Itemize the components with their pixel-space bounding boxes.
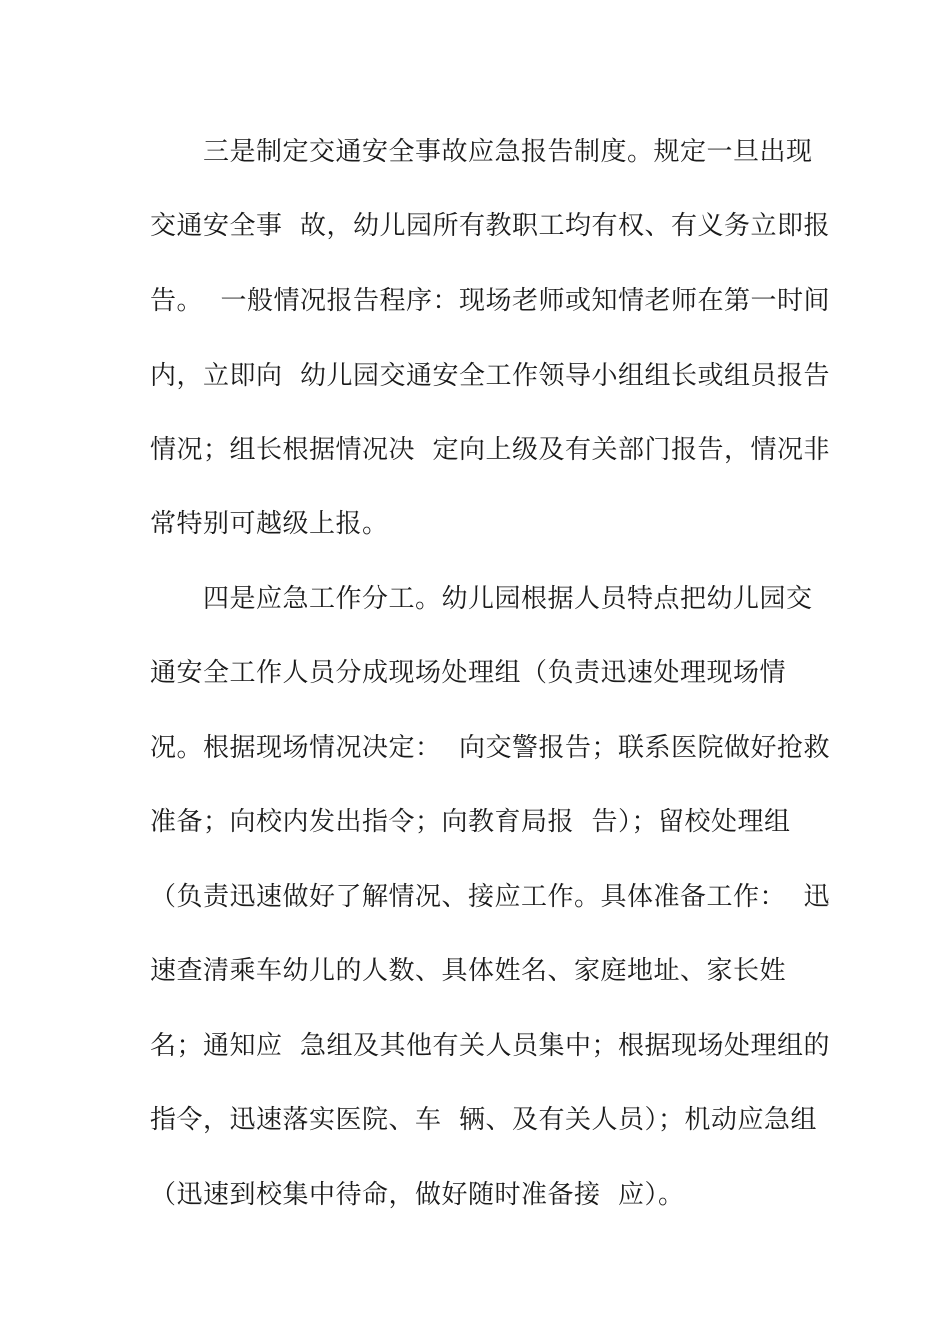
text-line: 指令，迅速落实医院、车 辆、及有关人员）；机动应急组 [150,1105,818,1135]
text-line: （迅速到校集中待命，做好随时准备接 应）。 [150,1180,685,1210]
text-line: （负责迅速做好了解情况、接应工作。具体准备工作： 迅 [150,882,831,912]
text-line: 交通安全事 故，幼儿园所有教职工均有权、有义务立即报 [150,211,831,241]
text-line: 准备；向校内发出指令；向教育局报 告）；留校处理组 [150,807,791,837]
text-line: 三是制定交通安全事故应急报告制度。规定一旦出现 [203,137,813,167]
text-line: 名；通知应 急组及其他有关人员集中；根据现场处理组的 [150,1031,831,1061]
text-line: 情况；组长根据情况决 定向上级及有关部门报告，情况非 [150,435,831,465]
text-line: 通安全工作人员分成现场处理组（负责迅速处理现场情 [150,658,787,688]
text-line: 告。 一般情况报告程序：现场老师或知情老师在第一时间 [150,286,831,316]
text-line: 速查清乘车幼儿的人数、具体姓名、家庭地址、家长姓 [150,956,787,986]
text-line: 况。根据现场情况决定： 向交警报告；联系医院做好抢救 [150,733,831,763]
text-line: 内，立即向 幼儿园交通安全工作领导小组组长或组员报告 [150,361,831,391]
text-line: 常特别可越级上报。 [150,509,389,539]
text-line: 四是应急工作分工。幼儿园根据人员特点把幼儿园交 [203,584,813,614]
